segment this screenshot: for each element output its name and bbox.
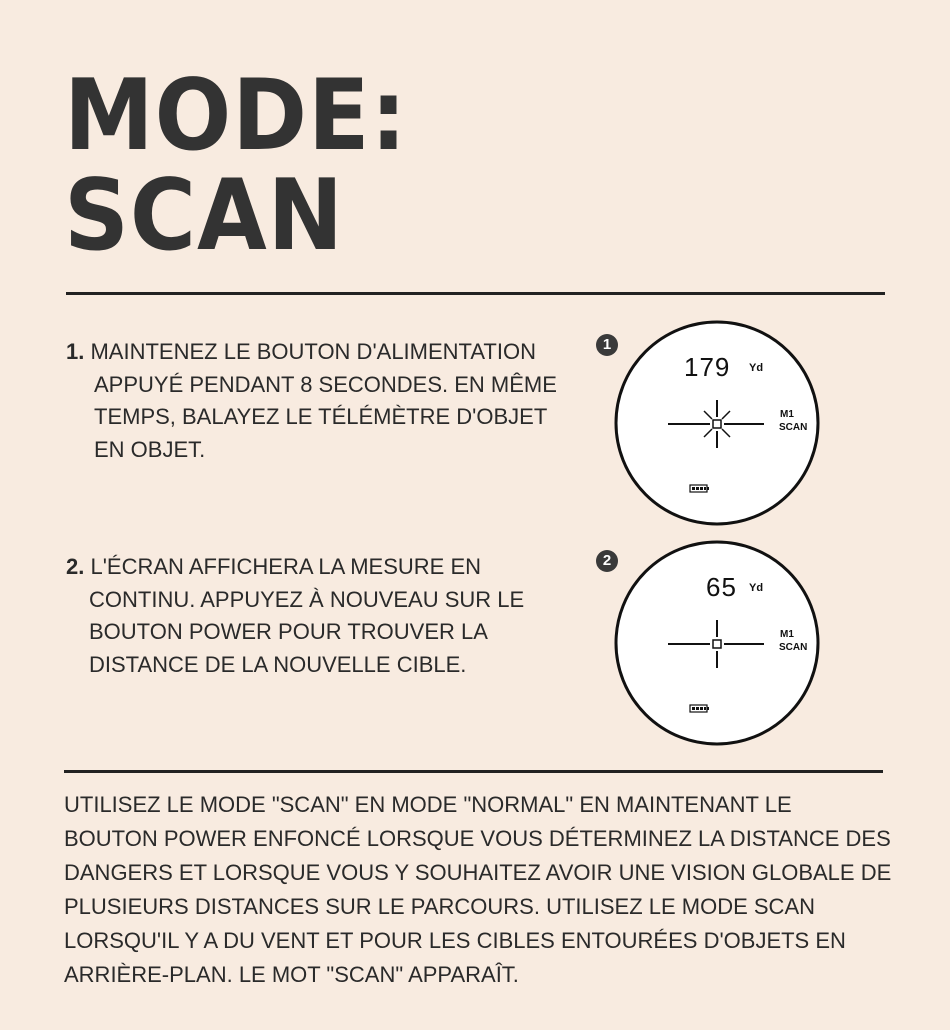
mode-icon: M1	[780, 629, 794, 640]
step-1-line-3: TEMPS, BALAYEZ LE TÉLÉMÈTRE D'OBJET	[94, 404, 548, 429]
distance-readout: 179	[684, 352, 731, 382]
step-1-line-2: APPUYÉ PENDANT 8 SECONDES. EN MÊME	[94, 371, 557, 397]
step-1-text	[66, 336, 557, 466]
description-line-6: ARRIÈRE-PLAN. LE MOT "SCAN" APPARAÎT.	[64, 962, 519, 987]
distance-readout: 65	[706, 572, 737, 602]
description-line-2: BOUTON POWER ENFONCÉ LORSQUE VOUS DÉTERMINEZ LA DISTANCE DES	[64, 826, 891, 851]
mode-label: SCAN	[779, 422, 808, 433]
page-title	[64, 59, 408, 273]
step-2-line-3: BOUTON POWER POUR TROUVER LA	[89, 619, 488, 644]
step-1-line-1: MAINTENEZ LE BOUTON D'ALIMENTATION	[90, 339, 536, 364]
description-line-4: PLUSIEURS DISTANCES SUR LE PARCOURS. UTILISEZ LE MODE SCAN	[64, 894, 816, 919]
description-line-3: DANGERS ET LORSQUE VOUS Y SOUHAITEZ AVOIR UNE VISION GLOBALE DE	[64, 860, 892, 885]
bottom-divider	[64, 770, 883, 773]
step-2-marker: 2	[596, 550, 618, 572]
mode-icon: M1	[780, 409, 794, 420]
step-2-line-4: DISTANCE DE LA NOUVELLE CIBLE.	[89, 651, 467, 677]
unit-label: Yd	[749, 362, 764, 374]
step-1-line-4: EN OBJET.	[94, 436, 206, 462]
step-2-text	[66, 551, 524, 681]
rangefinder-display-2	[612, 540, 822, 746]
rangefinder-display-1	[612, 320, 822, 526]
description-line-1: UTILISEZ LE MODE "SCAN" EN MODE "NORMAL" EN MAINTENANT LE	[64, 792, 792, 817]
step-2-line-1: L'ÉCRAN AFFICHERA LA MESURE EN	[90, 554, 482, 579]
unit-label: Yd	[749, 582, 764, 594]
top-divider	[66, 292, 885, 295]
mode-label: SCAN	[779, 642, 808, 653]
description-line-5: LORSQU'IL Y A DU VENT ET POUR LES CIBLES ENTOURÉES D'OBJETS EN	[64, 928, 846, 953]
mode-description	[64, 788, 891, 992]
step-1-marker: 1	[596, 334, 618, 356]
title-line-2: SCAN	[64, 159, 345, 273]
step-1-number: 1.	[66, 339, 85, 364]
step-2-line-2: CONTINU. APPUYEZ À NOUVEAU SUR LE	[89, 586, 525, 612]
title-line-1: MODE:	[64, 59, 408, 173]
step-2-number: 2.	[66, 554, 85, 579]
